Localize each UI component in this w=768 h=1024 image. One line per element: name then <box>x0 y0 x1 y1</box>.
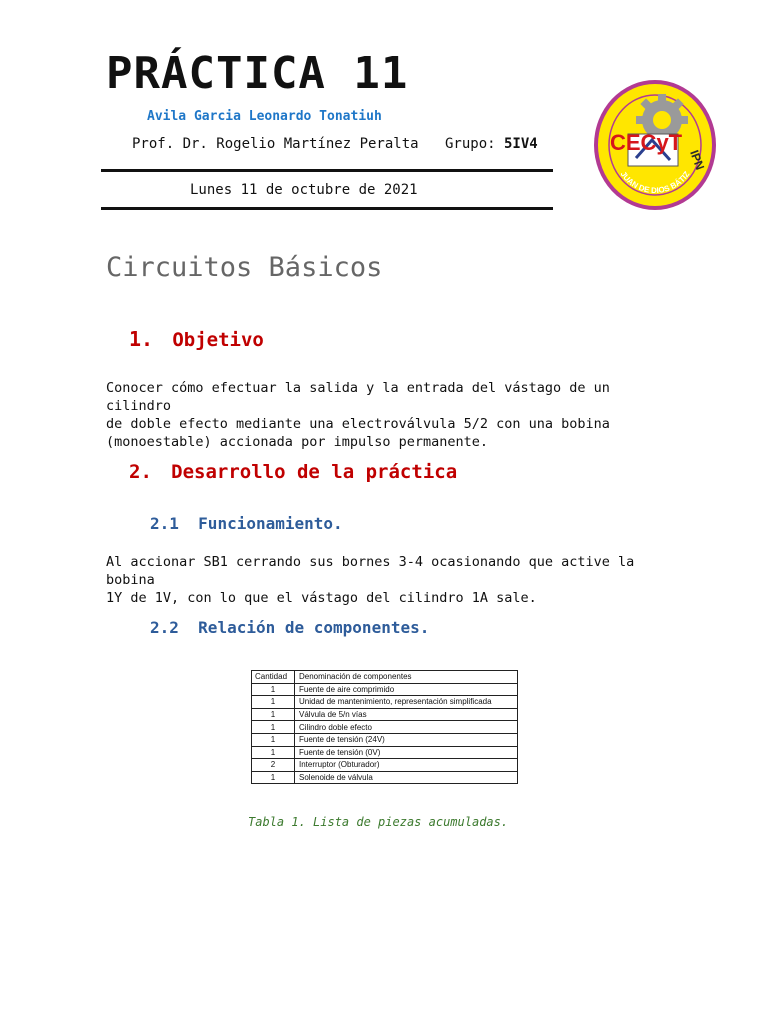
quantity-cell: 1 <box>252 708 295 721</box>
component-cell: Interruptor (Obturador) <box>295 759 518 772</box>
quantity-cell: 2 <box>252 759 295 772</box>
table-row <box>252 721 518 734</box>
subheading-text: Relación de componentes. <box>198 618 430 637</box>
svg-text:CECyT: CECyT <box>610 130 683 155</box>
table-row <box>252 771 518 784</box>
section-title: Circuitos Básicos <box>106 252 383 283</box>
table-row <box>252 733 518 746</box>
subheading-componentes <box>150 618 429 637</box>
header-divider-bottom <box>101 207 553 210</box>
professor-name: Prof. Dr. Rogelio Martínez Peralta <box>132 136 419 152</box>
subheading-funcionamiento <box>150 514 343 533</box>
heading-number: 2. <box>129 461 152 483</box>
document-date: Lunes 11 de octubre de 2021 <box>190 182 418 198</box>
svg-text:JUAN DE DIOS BÁTIZ: JUAN DE DIOS BÁTIZ <box>618 169 692 196</box>
table-header-row <box>252 671 518 684</box>
table-row <box>252 708 518 721</box>
table-row <box>252 759 518 772</box>
quantity-cell: 1 <box>252 733 295 746</box>
author-name: Avila Garcia Leonardo Tonatiuh <box>147 109 382 124</box>
subheading-number: 2.2 <box>150 618 179 637</box>
school-logo <box>592 78 718 212</box>
column-header-component: Denominación de componentes <box>295 671 518 684</box>
heading-development <box>129 461 457 483</box>
quantity-cell: 1 <box>252 696 295 709</box>
document-title: PRÁCTICA 11 <box>106 48 409 99</box>
subheading-number: 2.1 <box>150 514 179 533</box>
table-row <box>252 746 518 759</box>
cecyt-logo-icon <box>592 78 718 212</box>
group-value: 5IV4 <box>504 136 538 152</box>
component-cell: Válvula de 5/n vías <box>295 708 518 721</box>
component-cell: Solenoide de válvula <box>295 771 518 784</box>
component-cell: Fuente de aire comprimido <box>295 683 518 696</box>
table-caption: Tabla 1. Lista de piezas acumuladas. <box>248 815 509 829</box>
objective-paragraph: Conocer cómo efectuar la salida y la entrada del vástago de un cilindro de doble efecto mediante una electroválvula 5/2 con una bobina (monoestable) accionada por impulso permanente. <box>106 380 610 450</box>
heading-number: 1. <box>129 327 154 351</box>
quantity-cell: 1 <box>252 721 295 734</box>
component-cell: Fuente de tensión (0V) <box>295 746 518 759</box>
svg-text:IPN: IPN <box>687 148 708 172</box>
quantity-cell: 1 <box>252 771 295 784</box>
heading-objective <box>129 327 264 351</box>
heading-text: Objetivo <box>172 329 264 351</box>
component-cell: Cilindro doble efecto <box>295 721 518 734</box>
column-header-quantity: Cantidad <box>252 671 295 684</box>
quantity-cell: 1 <box>252 746 295 759</box>
group-label: Grupo: <box>445 136 496 152</box>
component-cell: Fuente de tensión (24V) <box>295 733 518 746</box>
subheading-text: Funcionamiento. <box>198 514 343 533</box>
header-divider-top <box>101 169 553 172</box>
heading-text: Desarrollo de la práctica <box>171 461 458 483</box>
components-table <box>251 670 518 784</box>
component-cell: Unidad de mantenimiento, representación simplificada <box>295 696 518 709</box>
table-row <box>252 683 518 696</box>
table-row <box>252 696 518 709</box>
funcionamiento-paragraph: Al accionar SB1 cerrando sus bornes 3-4 ocasionando que active la bobina 1Y de 1V, con lo que el vástago del cilindro 1A sale. <box>106 554 635 606</box>
quantity-cell: 1 <box>252 683 295 696</box>
